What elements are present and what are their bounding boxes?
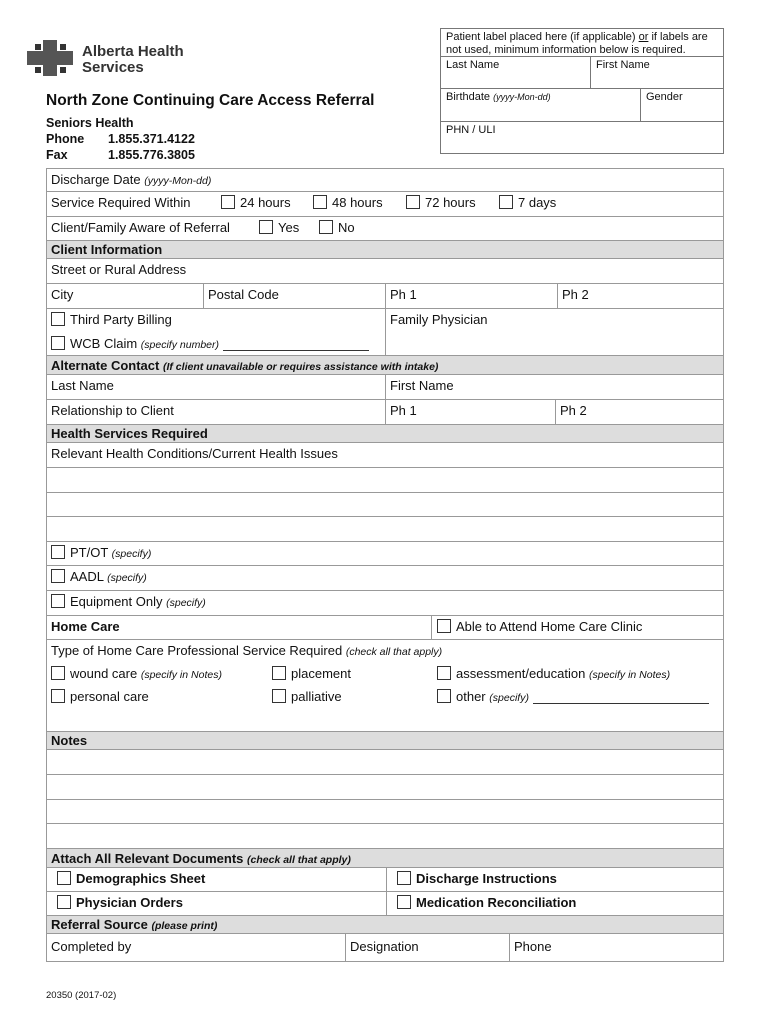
label-first-name[interactable]: First Name (591, 56, 723, 88)
home-care-clinic[interactable]: Able to Attend Home Care Clinic (433, 616, 646, 639)
blank-line[interactable] (46, 493, 724, 517)
personal-care[interactable]: personal care (47, 686, 153, 708)
checkbox-icon[interactable] (259, 220, 273, 234)
checkbox-icon[interactable] (51, 545, 65, 559)
aware-no[interactable]: No (315, 217, 359, 240)
family-physician-field[interactable]: Family Physician (390, 312, 488, 327)
notes-line[interactable] (46, 775, 724, 800)
alt-first-name[interactable]: First Name (390, 378, 454, 393)
demographics-sheet[interactable]: Demographics Sheet (53, 868, 209, 891)
alt-relationship[interactable]: Relationship to Client (51, 403, 174, 418)
aware-yes[interactable]: Yes (255, 217, 303, 240)
service-24h[interactable]: 24 hours (217, 192, 295, 216)
designation-field[interactable]: Designation (350, 939, 419, 954)
client-ph2-field[interactable]: Ph 2 (562, 287, 589, 302)
label-gender[interactable]: Gender (641, 88, 723, 121)
checkbox-icon[interactable] (57, 895, 71, 909)
discharge-instructions[interactable]: Discharge Instructions (393, 868, 561, 891)
placement[interactable]: placement (268, 663, 355, 685)
notes-line[interactable] (46, 824, 724, 849)
patient-label-box[interactable] (440, 28, 724, 154)
discharge-date-row[interactable]: Discharge Date (yyyy-Mon-dd) (46, 168, 724, 192)
referral-source-row (46, 934, 724, 962)
notes-line[interactable] (46, 800, 724, 824)
label-birthdate[interactable]: Birthdate (yyyy-Mon-dd) (441, 88, 641, 121)
ptot-row[interactable]: PT/OT (specify) (46, 542, 724, 566)
home-care-type-block: Type of Home Care Professional Service Required (check all that apply) wound care (specify in Notes) placement assessment/education (specify in Notes) personal care palliative other (specify) (46, 640, 724, 732)
referral-phone-field[interactable]: Phone (514, 939, 552, 954)
checkbox-icon[interactable] (397, 871, 411, 885)
alt-relation-row (46, 400, 724, 425)
checkbox-icon[interactable] (51, 336, 65, 350)
service-48h[interactable]: 48 hours (309, 192, 387, 216)
department: Seniors Health (46, 116, 134, 130)
checkbox-icon[interactable] (221, 195, 235, 209)
contact-block: Seniors Health Phone 1.855.371.4122 Fax 1.855.776.3805 (46, 116, 195, 162)
form-code: 20350 (2017-02) (46, 990, 117, 1001)
alt-name-row (46, 375, 724, 400)
other-service[interactable]: other (specify) (433, 686, 713, 708)
third-party-billing[interactable]: Third Party Billing (47, 309, 176, 333)
ahs-logo-text: Alberta Health Services (82, 43, 184, 76)
alternate-contact-header: Alternate Contact (If client unavailable or requires assistance with intake) (46, 356, 724, 375)
aware-row: Client/Family Aware of Referral Yes No (46, 217, 724, 241)
service-row: Service Required Within 24 hours 48 hours 72 hours 7 days (46, 192, 724, 217)
form-title: North Zone Continuing Care Access Referral (46, 92, 375, 109)
alt-ph1[interactable]: Ph 1 (390, 403, 417, 418)
label-phn[interactable]: PHN / ULI (441, 121, 723, 153)
service-72h[interactable]: 72 hours (402, 192, 480, 216)
checkbox-icon[interactable] (313, 195, 327, 209)
blank-line[interactable] (46, 468, 724, 493)
city-row (46, 284, 724, 309)
postal-code-field[interactable]: Postal Code (208, 287, 279, 302)
wound-care[interactable]: wound care (specify in Notes) (47, 663, 226, 685)
attach-row-1 (46, 868, 724, 892)
attach-row-2 (46, 892, 724, 916)
blank-line[interactable] (46, 517, 724, 542)
checkbox-icon[interactable] (51, 666, 65, 680)
phone-number: 1.855.371.4122 (108, 132, 195, 146)
home-care-row (46, 616, 724, 640)
health-conditions-row[interactable]: Relevant Health Conditions/Current Health Issues (46, 443, 724, 468)
health-services-header: Health Services Required (46, 425, 724, 443)
checkbox-icon[interactable] (272, 689, 286, 703)
alt-last-name[interactable]: Last Name (51, 378, 114, 393)
client-ph1-field[interactable]: Ph 1 (390, 287, 417, 302)
street-row[interactable]: Street or Rural Address (46, 259, 724, 284)
palliative[interactable]: palliative (268, 686, 346, 708)
checkbox-icon[interactable] (499, 195, 513, 209)
label-instructions: Patient label placed here (if applicable) or if labels are not used, minimum information below is required. (446, 31, 708, 56)
checkbox-icon[interactable] (437, 689, 451, 703)
checkbox-icon[interactable] (319, 220, 333, 234)
checkbox-icon[interactable] (51, 689, 65, 703)
fax-number: 1.855.776.3805 (108, 148, 195, 162)
checkbox-icon[interactable] (57, 871, 71, 885)
checkbox-icon[interactable] (51, 312, 65, 326)
notes-line[interactable] (46, 750, 724, 775)
alt-ph2[interactable]: Ph 2 (560, 403, 587, 418)
billing-row (46, 309, 724, 356)
checkbox-icon[interactable] (272, 666, 286, 680)
ahs-logo-icon (27, 40, 75, 76)
checkbox-icon[interactable] (406, 195, 420, 209)
checkbox-icon[interactable] (437, 666, 451, 680)
client-info-header: Client Information (46, 241, 724, 259)
completed-by-field[interactable]: Completed by (51, 939, 132, 954)
assessment-education[interactable]: assessment/education (specify in Notes) (433, 663, 674, 685)
attach-documents-header: Attach All Relevant Documents (check all that apply) (46, 849, 724, 868)
label-last-name[interactable]: Last Name (441, 56, 591, 88)
medication-reconciliation[interactable]: Medication Reconciliation (393, 892, 580, 915)
city-field[interactable]: City (51, 287, 74, 302)
checkbox-icon[interactable] (397, 895, 411, 909)
aadl-row[interactable]: AADL (specify) (46, 566, 724, 591)
home-care-label: Home Care (51, 619, 120, 634)
notes-header: Notes (46, 732, 724, 750)
service-7d[interactable]: 7 days (495, 192, 560, 216)
referral-source-header: Referral Source (please print) (46, 916, 724, 934)
checkbox-icon[interactable] (437, 619, 451, 633)
wcb-claim[interactable]: WCB Claim (specify number) (47, 333, 373, 356)
checkbox-icon[interactable] (51, 594, 65, 608)
physician-orders[interactable]: Physician Orders (53, 892, 187, 915)
equipment-row[interactable]: Equipment Only (specify) (46, 591, 724, 616)
checkbox-icon[interactable] (51, 569, 65, 583)
